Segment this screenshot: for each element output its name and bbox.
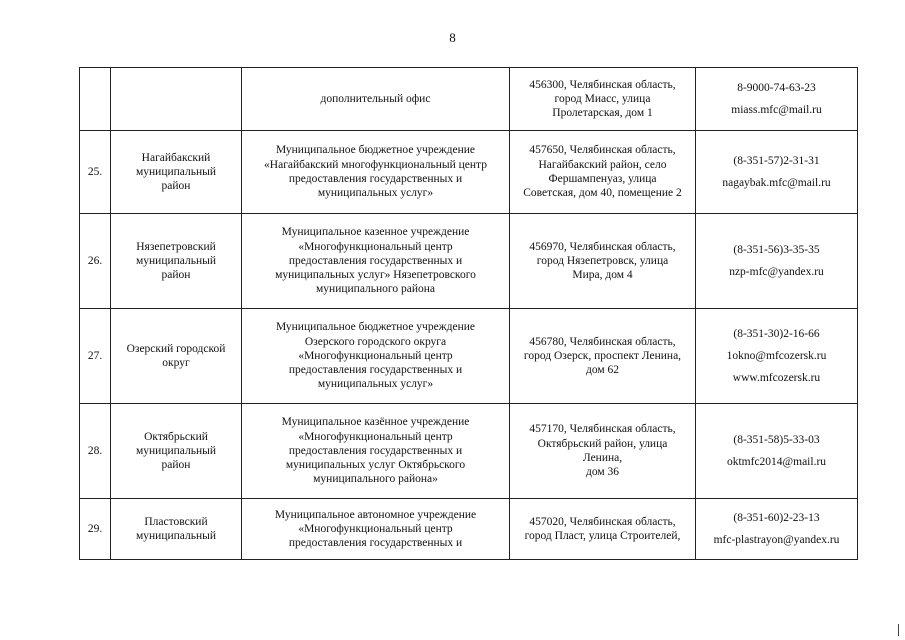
address-cell (510, 309, 696, 404)
organization-line: Озерского городского округа (304, 335, 447, 348)
address-cell (510, 214, 696, 309)
address-line: город Пласт, улица Строителей, (524, 530, 681, 542)
district-line: Октябрьский (144, 430, 208, 443)
address-line: город Нязепетровск, улица (536, 254, 669, 267)
mfc-table (79, 67, 858, 560)
address-line: город Озерск, проспект Ленина, (523, 349, 682, 362)
organization-line: предоставления государственных и (288, 364, 463, 377)
phone-text: (8-351-58)5-33-03 (733, 433, 820, 446)
phone-text: 8-9000-74-63-23 (737, 81, 816, 94)
address-line: Пролетарская, дом 1 (552, 107, 653, 120)
address-line: Фершампенуаз, улица (548, 173, 657, 185)
organization-line: муниципальных услуг Октябрьского (285, 459, 466, 472)
organization-line: предоставления государственных и (288, 444, 463, 457)
table-row (80, 131, 858, 214)
district-line: район (161, 459, 191, 472)
address-line: 456780, Челябинская область, (529, 335, 676, 348)
organization-line: Муниципальное бюджетное учреждение (275, 321, 476, 334)
address-line: 456970, Челябинская область, (529, 240, 676, 253)
organization-line: Муниципальное казённое учреждение (281, 416, 470, 429)
organization-line: муниципального района» (313, 473, 438, 486)
address-line: дом 36 (585, 466, 620, 479)
district-line: муниципальный (135, 444, 217, 457)
contact-line: nzp-mfc@yandex.ru (729, 266, 824, 278)
address-line: Мира, дом 4 (572, 269, 633, 282)
district-line: Пластовский (144, 515, 208, 528)
district-cell (111, 309, 242, 404)
page-number: 8 (449, 30, 456, 45)
contact-line: miass.mfc@mail.ru (731, 104, 822, 116)
organization-line: предоставления государственных и (288, 254, 463, 267)
organization-line: «Многофункциональный центр (298, 349, 453, 362)
address-line: 457020, Челябинская область, (529, 515, 676, 528)
organization-line: муниципальных услуг» (317, 378, 434, 391)
table-row (80, 499, 858, 560)
address-line: Нагайбакский район, село (538, 158, 667, 171)
district-cell (111, 499, 242, 560)
contact-line: www.mfcozersk.ru (732, 372, 821, 385)
organization-cell (242, 309, 510, 404)
phone-text: (8-351-30)2-16-66 (733, 327, 820, 340)
district-line: район (161, 180, 191, 193)
table-row (80, 309, 858, 404)
phone-text: (8-351-60)2-23-13 (733, 511, 820, 524)
address-cell (510, 68, 696, 131)
contact-line: nagaybak.mfc@mail.ru (722, 177, 831, 189)
contact-line: oktmfc2014@mail.ru (726, 456, 827, 468)
table-row (80, 68, 858, 131)
phone-text: (8-351-56)3-35-35 (733, 243, 820, 256)
district-cell (111, 214, 242, 309)
organization-line: предоставления государственных и (288, 173, 463, 185)
organization-cell (242, 214, 510, 309)
row-number-cell: 28. (80, 404, 111, 499)
organization-line: муниципального района (316, 283, 435, 296)
contacts-cell (696, 499, 858, 560)
district-cell (111, 131, 242, 214)
phone-text: (8-351-57)2-31-31 (733, 154, 820, 167)
district-cell (111, 404, 242, 499)
address-cell (510, 499, 696, 560)
contacts-cell (696, 131, 858, 214)
organization-line: муниципальных услуг» (317, 187, 434, 200)
address-line: город Миасс, улица (554, 92, 651, 105)
address-cell (510, 131, 696, 214)
district-line: Озерский городской (126, 342, 226, 355)
organization-line: дополнительный офис (320, 92, 431, 105)
row-number-cell: 29. (80, 499, 111, 560)
contacts-cell (696, 214, 858, 309)
district-line: округ (162, 357, 190, 369)
organization-cell (242, 499, 510, 560)
organization-cell (242, 68, 510, 131)
organization-line: «Многофункциональный центр (298, 240, 453, 253)
row-number-cell: 27. (80, 309, 111, 404)
district-line: Нагайбакский (141, 151, 211, 164)
row-number-cell: 26. (80, 214, 111, 309)
contacts-cell (696, 68, 858, 131)
organization-line: Муниципальное казенное учреждение (281, 226, 470, 239)
district-cell (111, 68, 242, 131)
contacts-cell (696, 309, 858, 404)
contact-line: 1okno@mfcozersk.ru (726, 349, 827, 362)
contacts-cell (696, 404, 858, 499)
address-line: 456300, Челябинская область, (529, 78, 676, 91)
organization-line: «Многофункциональный центр (298, 522, 453, 535)
organization-line: «Многофункциональный центр (298, 430, 453, 443)
district-line: муниципальный (135, 530, 217, 542)
organization-line: Муниципальное автономное учреждение (274, 508, 477, 521)
organization-line: «Нагайбакский многофункциональный центр (264, 158, 487, 171)
district-line: район (161, 269, 191, 282)
address-line: Ленина, (582, 452, 623, 464)
address-line: дом 62 (585, 364, 620, 377)
district-line: муниципальный (135, 254, 217, 267)
row-number-cell: 25. (80, 131, 111, 214)
address-line: Октябрьский район, улица (537, 437, 668, 450)
table-row (80, 404, 858, 499)
address-line: 457650, Челябинская область, (529, 144, 676, 157)
address-cell (510, 404, 696, 499)
organization-cell (242, 404, 510, 499)
organization-line: предоставления государственных и (288, 537, 463, 550)
organization-line: Муниципальное бюджетное учреждение (275, 144, 476, 157)
organization-cell (242, 131, 510, 214)
contact-line: mfc-plastrayon@yandex.ru (713, 534, 840, 546)
page-edge-mark (898, 624, 899, 636)
organization-line: муниципальных услуг» Нязепетровского (275, 269, 476, 282)
district-line: Нязепетровский (136, 240, 216, 253)
address-line: 457170, Челябинская область, (529, 423, 676, 436)
row-number-cell (80, 68, 111, 131)
district-line: муниципальный (135, 165, 217, 178)
table-row (80, 214, 858, 309)
address-line: Советская, дом 40, помещение 2 (523, 187, 682, 200)
